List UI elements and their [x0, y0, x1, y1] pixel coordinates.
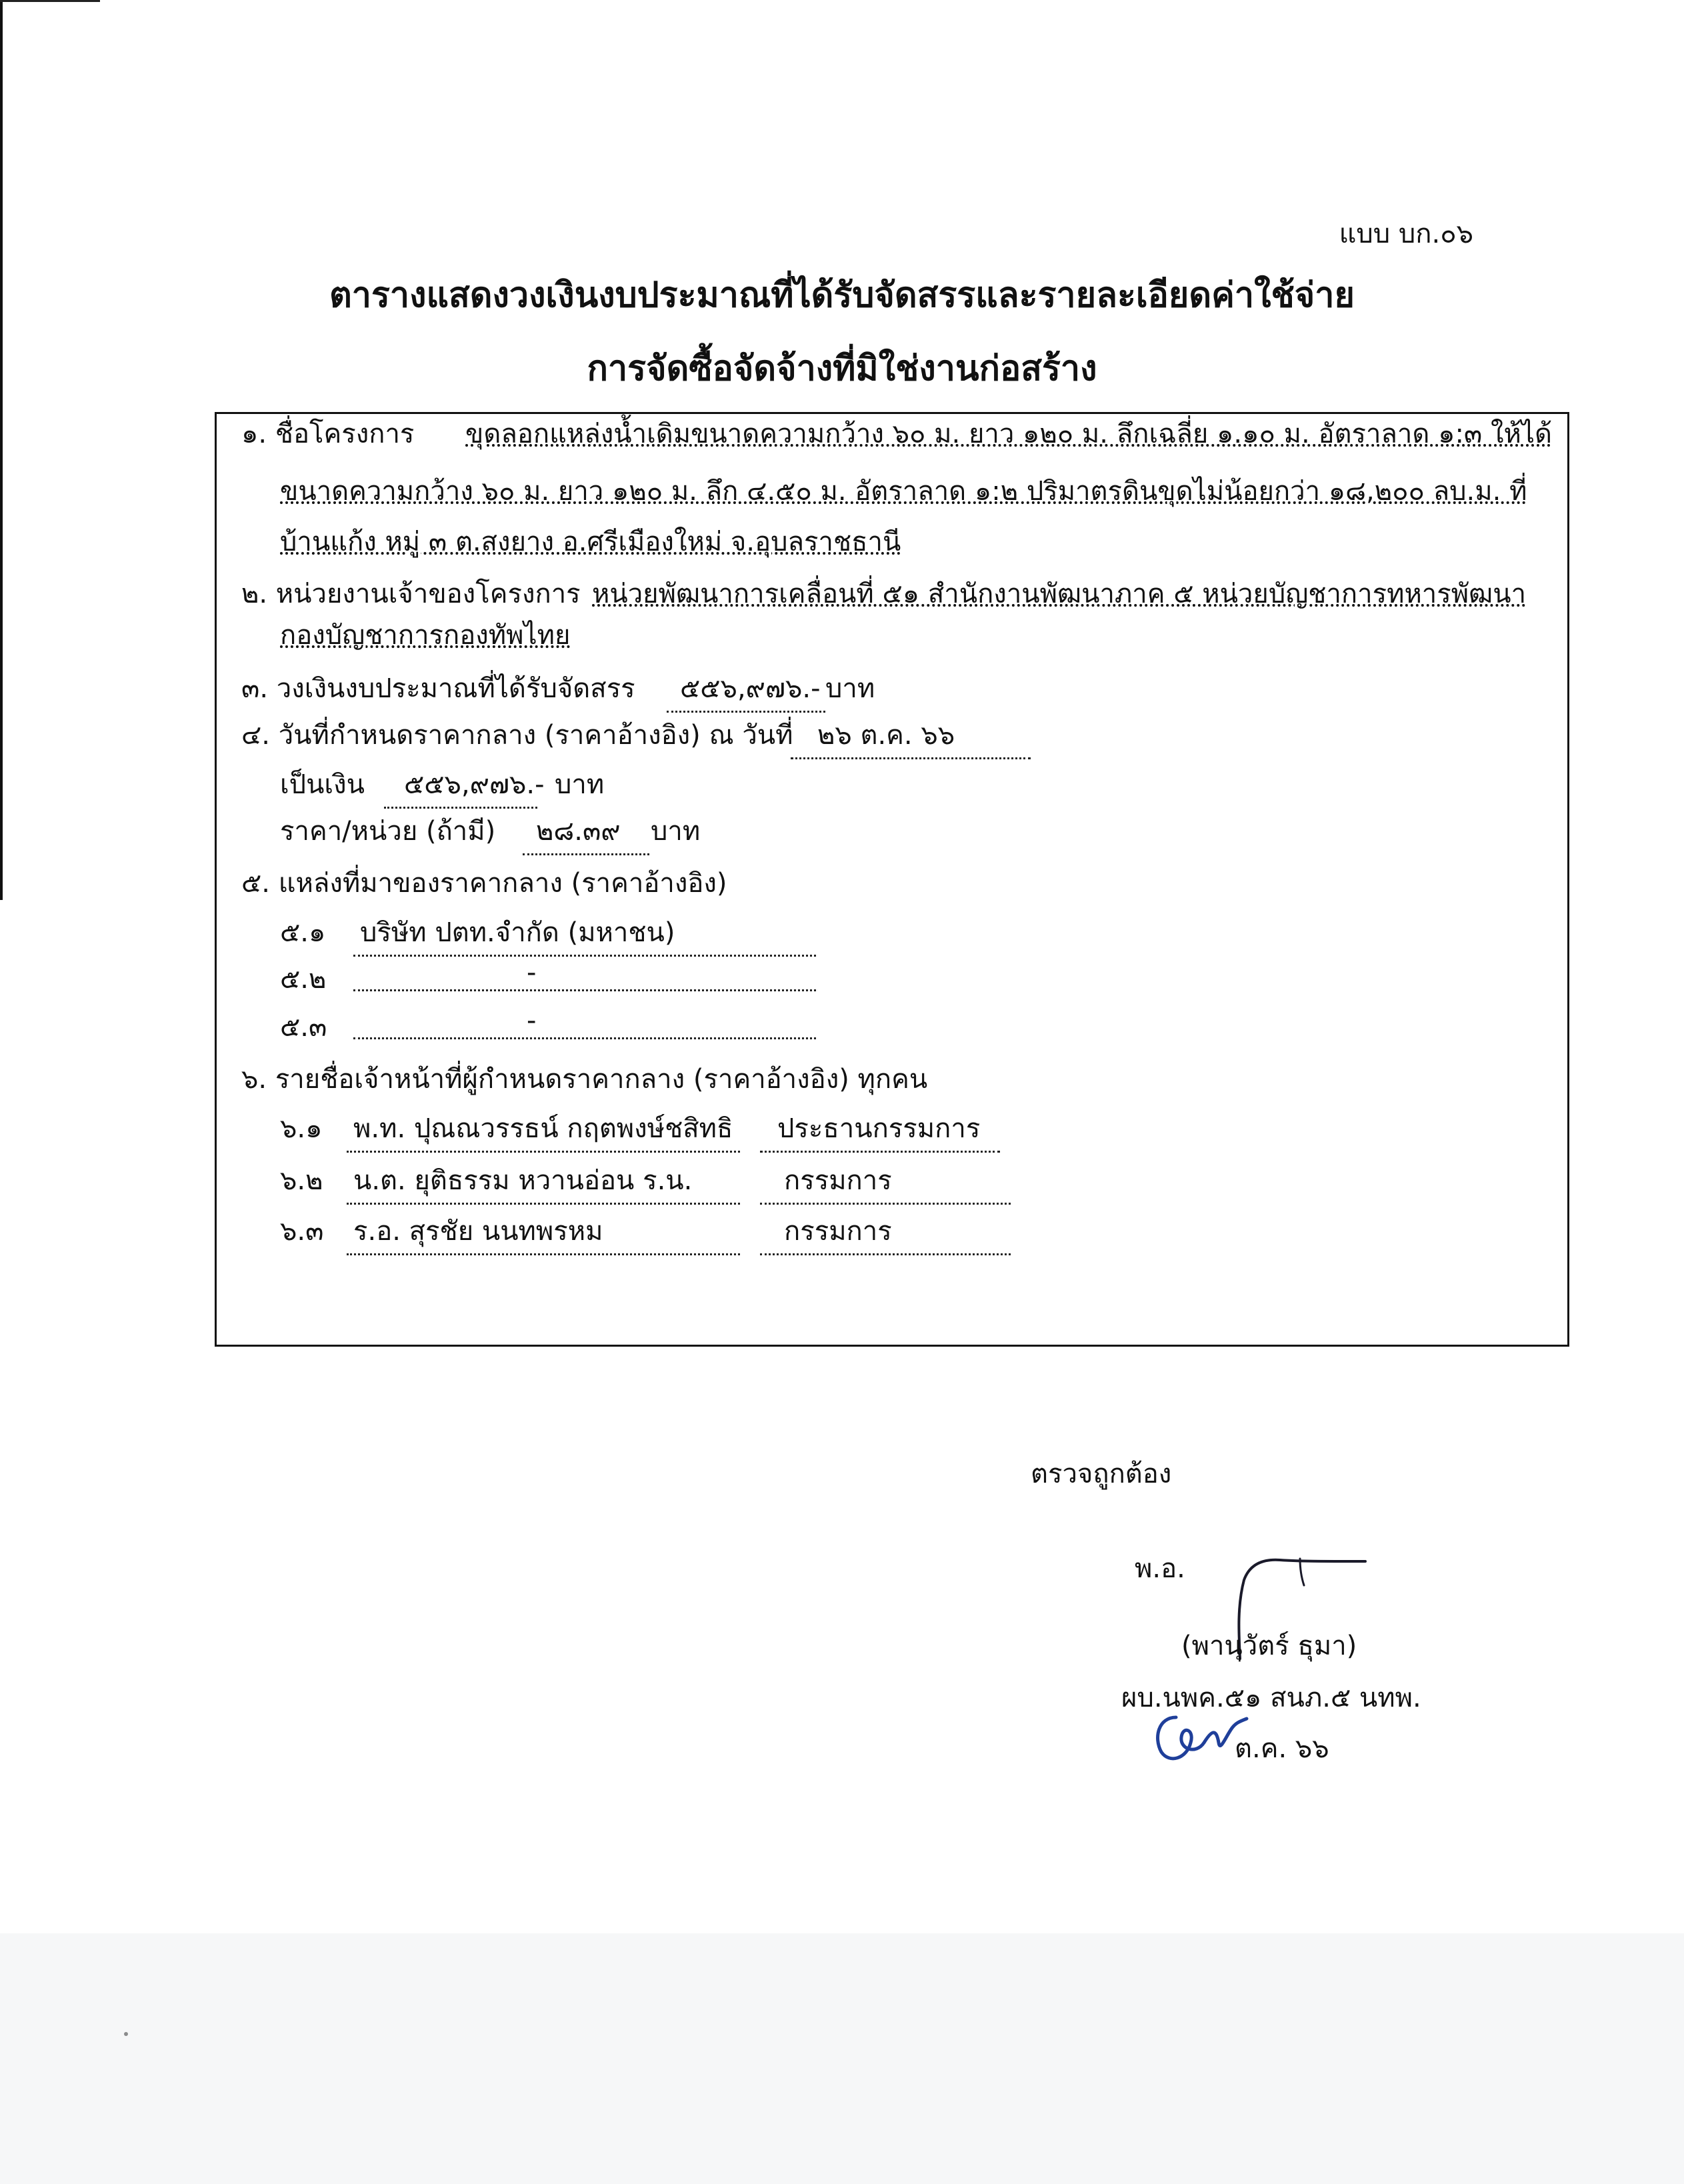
- budget-unit: บาท: [825, 673, 875, 704]
- unit-price-value: ๒๘.๓๙: [523, 809, 649, 855]
- committee-label: ๖. รายชื่อเจ้าหน้าที่ผู้กำหนดราคากลาง (ราคาอ้างอิง) ทุกคน: [241, 1064, 928, 1095]
- ref-date-label: ๔. วันที่กำหนดราคากลาง (ราคาอ้างอิง) ณ วันที่: [241, 720, 793, 751]
- approver-name: (พานุวัตร์ ธุมา): [1181, 1631, 1357, 1661]
- owner-line1: หน่วยพัฒนาการเคลื่อนที่ ๕๑ สำนักงานพัฒนาภาค ๕ หน่วยบัญชาการทหารพัฒนา: [592, 579, 1527, 609]
- approval-checked: ตรวจถูกต้อง: [1031, 1459, 1172, 1489]
- source-no: ๕.๒: [280, 964, 327, 995]
- ref-amount-label: เป็นเงิน: [280, 769, 365, 800]
- source-no: ๕.๑: [280, 917, 326, 948]
- page-subtitle: การจัดซื้อจัดจ้างที่มิใช่งานก่อสร้าง: [587, 349, 1097, 389]
- member-role: กรรมการ: [760, 1159, 1011, 1205]
- unit-price-label: ราคา/หน่วย (ถ้ามี): [280, 816, 496, 847]
- unit-price-unit: บาท: [651, 816, 701, 847]
- member-no: ๖.๓: [280, 1216, 324, 1247]
- owner-line2: กองบัญชาการกองทัพไทย: [280, 620, 571, 651]
- budget-label: ๓. วงเงินงบประมาณที่ได้รับจัดสรร: [241, 673, 635, 704]
- member-no: ๖.๑: [280, 1113, 323, 1144]
- budget-value: ๕๕๖,๙๗๖.-: [667, 667, 825, 713]
- scan-edge-top: [0, 0, 100, 2]
- ref-amount-value: ๕๕๖,๙๗๖.-: [384, 763, 537, 809]
- scan-edge: [0, 0, 3, 900]
- ref-amount-unit: บาท: [555, 769, 605, 800]
- project-name-line3: บ้านแก้ง หมู่ ๓ ต.สงยาง อ.ศรีเมืองใหม่ จ.อุบลราชธานี: [280, 527, 901, 557]
- member-no: ๖.๒: [280, 1165, 323, 1196]
- ref-date-value: ๒๖ ต.ค. ๖๖: [791, 713, 1031, 759]
- member-name: ร.อ. สุรชัย นนทพรหม: [347, 1209, 740, 1255]
- approval-date: ต.ค. ๖๖: [1235, 1733, 1329, 1764]
- approver-position: ผบ.นพค.๕๑ สนภ.๕ นทพ.: [1121, 1683, 1421, 1713]
- source-text: บริษัท ปตท.จำกัด (มหาชน): [353, 911, 816, 957]
- source-text: -: [353, 1005, 816, 1039]
- source-no: ๕.๓: [280, 1012, 327, 1043]
- member-name: น.ต. ยุติธรรม หวานอ่อน ร.น.: [347, 1159, 740, 1205]
- approver-rank: พ.อ.: [1135, 1553, 1185, 1584]
- member-name: พ.ท. ปุณณวรรธน์ กฤตพงษ์ชสิทธิ: [347, 1107, 740, 1153]
- project-name-label: ๑. ชื่อโครงการ: [241, 419, 415, 449]
- source-text: -: [353, 957, 816, 991]
- owner-label: ๒. หน่วยงานเจ้าของโครงการ: [241, 579, 581, 609]
- member-role: กรรมการ: [760, 1209, 1011, 1255]
- price-source-label: ๕. แหล่งที่มาของราคากลาง (ราคาอ้างอิง): [241, 868, 727, 899]
- project-name-line1: ขุดลอกแหล่งน้ำเดิมขนาดความกว้าง ๖๐ ม. ยาว ๑๒๐ ม. ลึกเฉลี่ย ๑.๑๐ ม. อัตราลาด ๑:๓ ให้ได้: [465, 419, 1552, 449]
- form-code: แบบ บก.๐๖: [1339, 219, 1473, 249]
- project-name-line2: ขนาดความกว้าง ๖๐ ม. ยาว ๑๒๐ ม. ลึก ๔.๕๐ ม. อัตราลาด ๑:๒ ปริมาตรดินขุดไม่น้อยกว่า ๑๘,๒๐๐ ลบ.ม. ที่: [280, 476, 1527, 507]
- bleed-through: [0, 1933, 1684, 2184]
- page-title: ตารางแสดงวงเงินงบประมาณที่ได้รับจัดสรรและรายละเอียดค่าใช้จ่าย: [329, 275, 1355, 315]
- member-role: ประธานกรรมการ: [760, 1107, 1000, 1153]
